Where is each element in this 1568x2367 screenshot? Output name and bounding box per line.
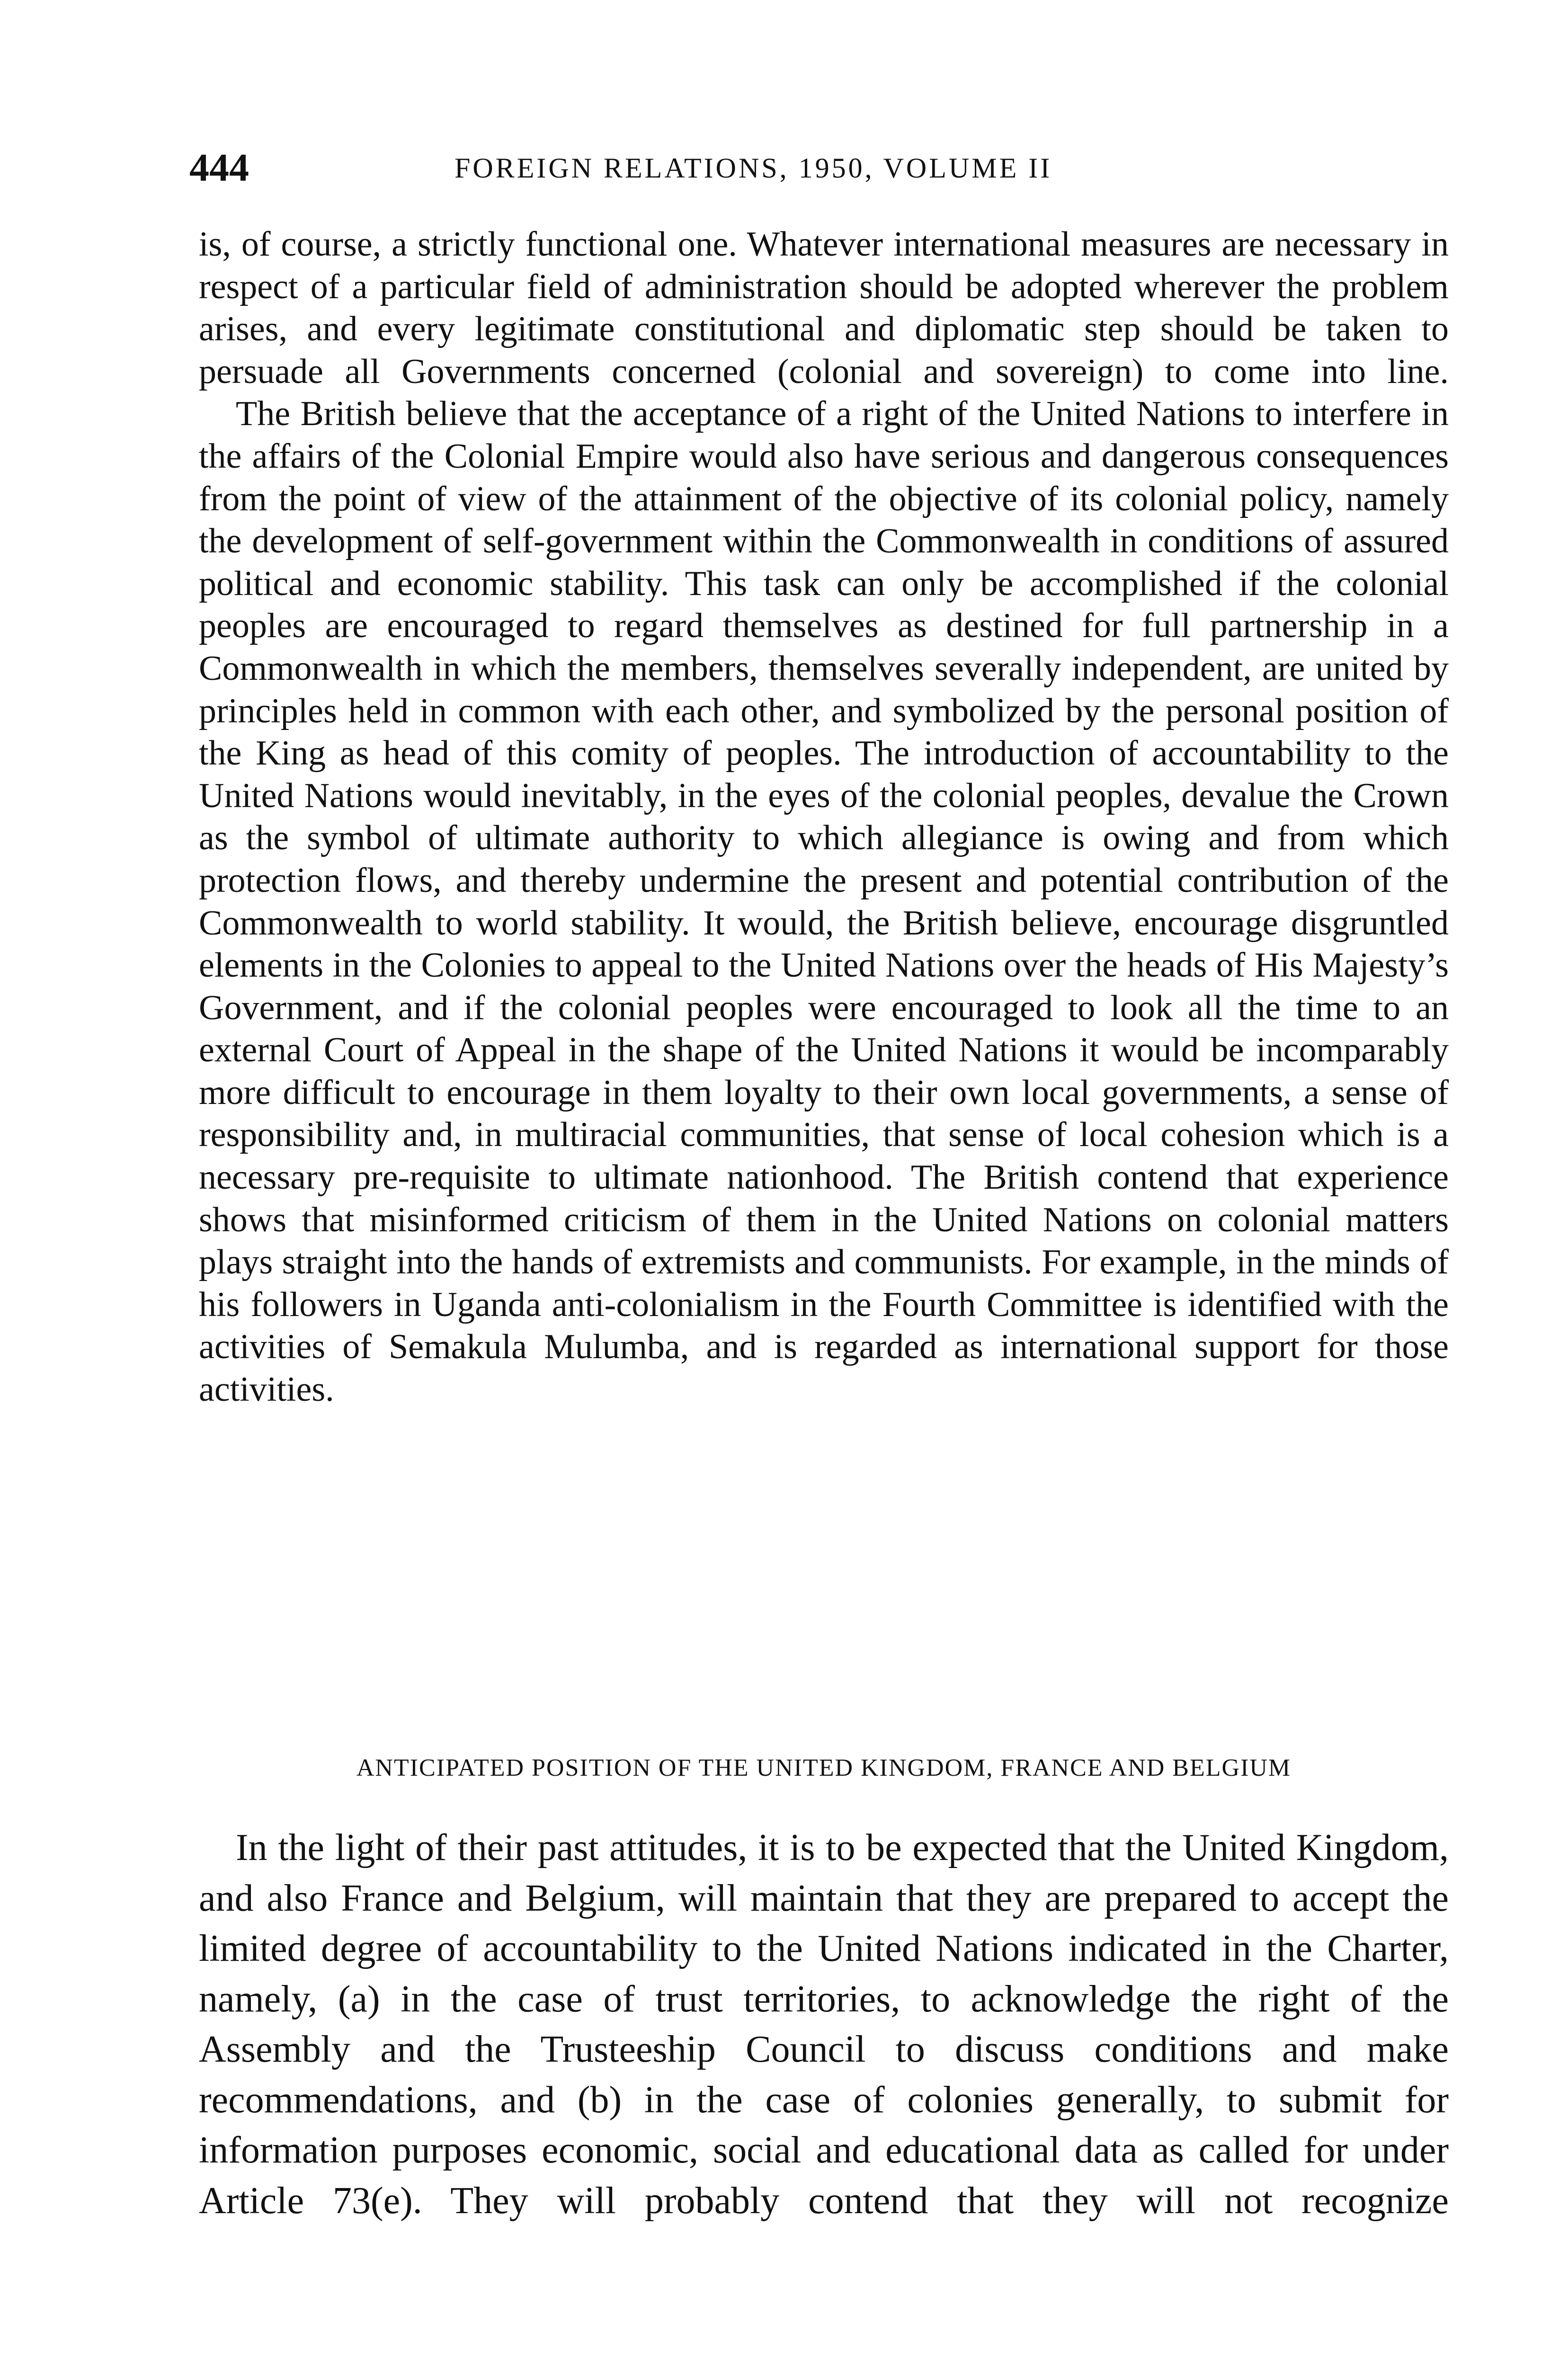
paragraph-2: The British believe that the acceptance of a right of the United Nations to interfere in the affairs of the Colonial Empire would also have serious and dangerous consequences from the point of view of the attainment of the objective of its colonial policy, namely the development of self-government within the Commonwealth in conditions of assured political and economic stability. This task can only be accomplished if the colonial peoples are encouraged to regard themselves as destined for full partnership in a Commonwealth in which the members, themselves severally independent, are united by principles held in common with each other, and symbolized by the personal position of the King as head of this comity of peoples. The introduction of accountability to the United Nations would inevitably, in the eyes of the colonial peoples, devalue the Crown as the symbol of ultimate authority to which allegiance is owing and from which protection flows, and thereby undermine the present and potential contribution of the Commonwealth to world stability. It would, the British believe, encourage disgruntled elements in the Colonies to appeal to the United Nations over the heads of His Majesty’s Government, and if the colonial peoples were encouraged to look all the time to an external Court of Appeal in the shape of the United Nations it would be incomparably more difficult to encourage in them loyalty to their own local governments, a sense of responsibility and, in multiracial communities, that sense of local cohesion which is a necessary pre-requisite to ultimate nationhood. The British contend that experience shows that misinformed criticism of them in the United Nations on colonial matters plays straight into the hands of extremists and communists. For example, in the minds of his followers in Uganda anti-colonialism in the Fourth Committee is identified with the activities of Semakula Mulumba, and is regarded as international support for those activities. bbox=[199, 394, 1449, 1409]
paragraph-1: is, of course, a strictly functional one. Whatever international measures are necessary in respect of a particular field of administration should be adopted wherever the problem arises, and every legitimate constitutional and diplomatic step should be taken to persuade all Governments concerned (colonial and sovereign) to come into line. bbox=[199, 225, 1449, 391]
running-title: FOREIGN RELATIONS, 1950, VOLUME II bbox=[454, 152, 1052, 184]
main-text bbox=[199, 1823, 1449, 2226]
page-number: 444 bbox=[189, 146, 249, 190]
section-heading: ANTICIPATED POSITION OF THE UNITED KINGDOM, FRANCE AND BELGIUM bbox=[356, 1754, 1292, 1781]
running-head bbox=[189, 142, 1472, 194]
paragraph-3: In the light of their past attitudes, it is to be expected that the United Kingdom, and also France and Belgium, will maintain that they are prepared to accept the limited degree of accountability to the United Nations indicated in the Charter, namely, (a) in the case of trust territories, to acknowledge the right of the Assembly and the Trusteeship Council to discuss conditions and make recommendations, and (b) in the case of colonies generally, to submit for information purposes economic, social and educational data as called for under Article 73(e). They will probably contend that they will not recognize bbox=[199, 1827, 1449, 2222]
extract-text bbox=[199, 223, 1449, 1411]
